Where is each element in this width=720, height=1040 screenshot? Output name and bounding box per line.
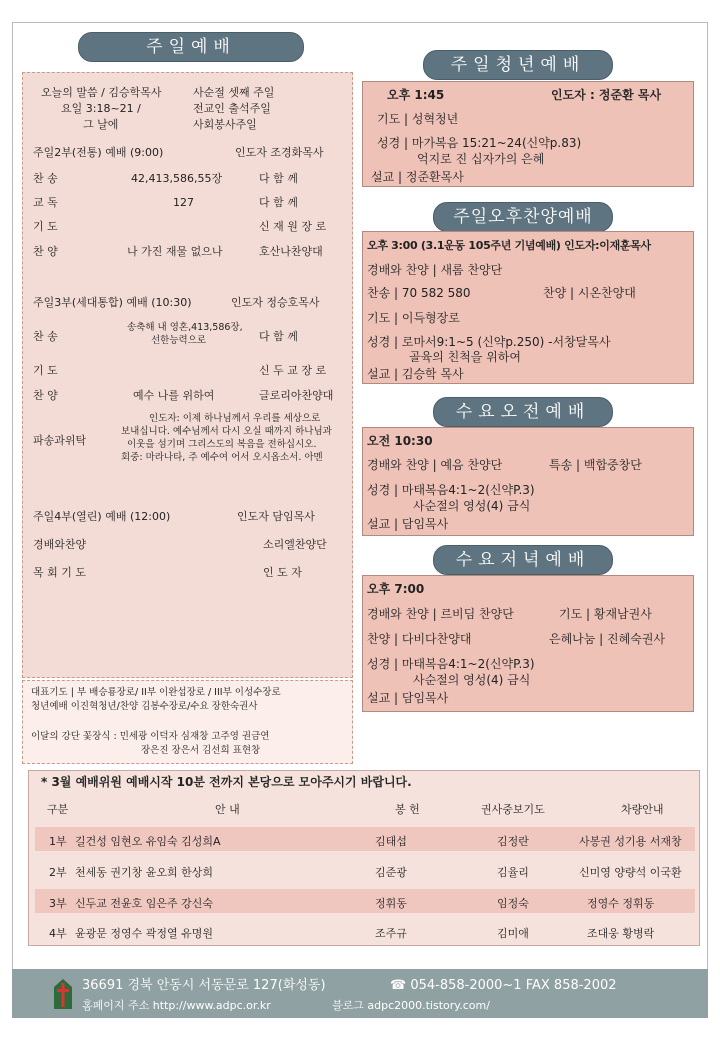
s2-heading: 주일2부(전통) 예배 (9:00) — [33, 146, 164, 159]
footer-address: 36691 경북 안동시 서동문로 127(화성동) — [82, 978, 326, 993]
afternoon-praise: 찬양 | 시온찬양대 — [543, 286, 636, 300]
row-offering: 조주규 — [375, 927, 407, 940]
sunday-worship-box — [22, 72, 353, 678]
youth-sermon: 설교 | 정준환목사 — [371, 170, 464, 184]
youth-prayer: 기도 | 성혁청년 — [377, 112, 459, 126]
intro-l1a: 오늘의 말씀 / 김승학목사 — [41, 86, 162, 99]
youth-leader: 인도자 : 정준환 목사 — [551, 88, 662, 102]
notice-line-1: 대표기도 | 부 배승룡장로/ II부 이완섭장로 / III부 이성수장로 — [31, 687, 281, 698]
wed-morning-sermon: 설교 | 담임목사 — [367, 517, 449, 531]
row-prayer: 임정숙 — [497, 897, 529, 910]
s3-hymn-value-2: 선한능력으로 — [151, 335, 207, 346]
row-offering: 김준광 — [375, 866, 407, 879]
s3-commission-4: 회중: 마라나타, 주 예수여 어서 오시옵소서. 아멘 — [121, 452, 323, 463]
row-division: 3부 — [49, 897, 67, 910]
wed-morning-special: 특송 | 백합중창단 — [549, 458, 642, 472]
wed-evening-sermon-title: 사순절의 영성(4) 금식 — [413, 673, 531, 687]
table-row — [35, 858, 695, 882]
s3-commission-label: 파송과위탁 — [33, 434, 87, 447]
notice-box — [22, 680, 353, 764]
row-division: 4부 — [49, 927, 67, 940]
s3-hymn-label: 찬 송 — [33, 330, 58, 343]
youth-scripture: 성경 | 마가복음 15:21~24(신약p.83) — [377, 136, 582, 150]
row-vehicle: 신미영 양량석 이국환 — [579, 866, 682, 879]
row-prayer: 김율리 — [497, 866, 529, 879]
s2-pray-label: 기 도 — [33, 220, 58, 233]
s3-praise-value: 예수 나를 위하여 — [133, 389, 215, 402]
s2-hymn-value: 42,413,586,55장 — [131, 172, 223, 185]
s3-commission-2: 보내십니다. 예수님께서 다시 오실 때까지 하나님과 — [121, 426, 332, 437]
notice-line-4: 장은진 장은서 김선희 표현창 — [141, 745, 261, 756]
wed-morning-scripture: 성경 | 마태복음4:1~2(신약P.3) — [367, 483, 535, 497]
row-prayer: 김미애 — [497, 927, 529, 940]
s2-leader: 인도자 조경화목사 — [235, 146, 324, 159]
wed-evening-box — [362, 575, 694, 712]
youth-sermon-title: 억지로 진 십자가의 은혜 — [417, 152, 545, 166]
youth-worship-title: 주일청년예배 — [423, 50, 613, 80]
footer-blog[interactable]: 블로그 adpc2000.tistory.com/ — [332, 999, 490, 1012]
header-vehicle: 차량안내 — [621, 803, 664, 816]
wed-evening-sermon: 설교 | 담임목사 — [367, 691, 449, 705]
s3-praise-right: 글로리아찬양대 — [259, 389, 334, 402]
footer-phone: ☎ 054-858-2000~1 FAX 858-2002 — [390, 978, 617, 993]
committee-title: * 3월 예배위원 예배시작 10분 전까지 본당으로 모아주시기 바랍니다. — [41, 775, 412, 789]
afternoon-time: 오후 3:00 (3.1운동 105주년 기념예배) 인도자:이재훈목사 — [367, 239, 651, 252]
afternoon-sermon-title: 골육의 친척을 위하여 — [409, 350, 521, 364]
header-offering: 봉 헌 — [395, 803, 420, 816]
afternoon-hymn: 찬송 | 70 582 580 — [367, 286, 471, 300]
intro-l1b: 사순절 셋째 주일 — [193, 86, 275, 99]
s4-worship-label: 경배와찬양 — [33, 538, 87, 551]
wed-morning-title: 수요오전예배 — [433, 397, 613, 427]
wed-morning-sermon-title: 사순절의 영성(4) 금식 — [413, 499, 531, 513]
s4-pray-label: 목 회 기 도 — [33, 566, 86, 579]
header-usher: 안 내 — [215, 803, 240, 816]
s3-pray-label: 기 도 — [33, 364, 58, 377]
wed-morning-box — [362, 427, 694, 536]
s2-praise-value: 나 가진 재물 없으나 — [127, 245, 223, 258]
s2-read-right: 다 함 께 — [259, 196, 298, 209]
s2-read-value: 127 — [173, 196, 194, 209]
notice-line-2: 청년예배 이진혁청년/찬양 김봉수장로/수요 장한숙권사 — [31, 701, 258, 712]
row-division: 2부 — [49, 866, 67, 879]
row-division: 1부 — [49, 835, 67, 848]
s3-commission-1: 인도자: 이제 하나님께서 우리를 세상으로 — [149, 413, 321, 424]
afternoon-prayer: 기도 | 이득형장로 — [367, 311, 460, 325]
afternoon-sermon: 설교 | 김승학 목사 — [367, 367, 464, 381]
header-division: 구분 — [47, 803, 69, 816]
s2-pray-right: 신 재 원 장 로 — [259, 220, 327, 233]
intro-l3a: 그 날에 — [83, 118, 119, 131]
row-offering: 정휘동 — [375, 897, 407, 910]
s4-heading: 주일4부(열린) 예배 (12:00) — [33, 510, 171, 523]
row-offering: 김태섭 — [375, 835, 407, 848]
s3-commission-3: 이웃을 섬기며 그리스도의 복음을 전하십시오. — [127, 439, 317, 450]
youth-worship-box — [362, 81, 694, 187]
s3-praise-label: 찬 양 — [33, 389, 58, 402]
intro-l2b: 전교인 출석주일 — [193, 102, 271, 115]
s3-heading: 주일3부(세대통합) 예배 (10:30) — [33, 296, 192, 309]
s4-leader: 인도자 담임목사 — [237, 510, 315, 523]
table-row — [35, 919, 695, 943]
s3-hymn-right: 다 함 께 — [259, 330, 298, 343]
sunday-worship-title: 주일예배 — [78, 32, 304, 62]
afternoon-worship: 경배와 찬양 | 새롬 찬양단 — [367, 263, 503, 277]
afternoon-worship-box — [362, 231, 694, 384]
afternoon-worship-title: 주일오후찬양예배 — [433, 202, 613, 232]
s4-worship-right: 소리엘찬양단 — [263, 538, 327, 551]
youth-time: 오후 1:45 — [387, 88, 445, 102]
row-vehicle: 정영수 정휘동 — [587, 897, 655, 910]
footer — [12, 969, 708, 1018]
s2-praise-label: 찬 양 — [33, 245, 58, 258]
s3-pray-right: 신 두 교 장 로 — [259, 364, 327, 377]
table-header-row — [35, 795, 695, 819]
s2-praise-right: 호산나찬양대 — [259, 245, 323, 258]
wed-morning-worship: 경배와 찬양 | 예음 찬양단 — [367, 458, 503, 472]
s2-hymn-label: 찬 송 — [33, 172, 58, 185]
row-usher: 신두교 전윤호 임은주 강신숙 — [75, 897, 214, 910]
wed-evening-scripture: 성경 | 마태복음4:1~2(신약P.3) — [367, 657, 535, 671]
intro-l2a: 요일 3:18~21 / — [61, 102, 141, 115]
church-logo-icon — [52, 977, 74, 1011]
row-vehicle: 사봉권 성기용 서재창 — [579, 835, 682, 848]
row-usher: 윤광문 정영수 곽정열 유명원 — [75, 927, 214, 940]
wed-evening-praise: 찬양 | 다비다찬양대 — [367, 632, 472, 646]
table-row — [35, 889, 695, 913]
row-prayer: 김정란 — [497, 835, 529, 848]
s2-hymn-right: 다 함 께 — [259, 172, 298, 185]
wed-evening-title: 수요저녁예배 — [433, 545, 613, 575]
s2-read-label: 교 독 — [33, 196, 58, 209]
table-row — [35, 827, 695, 851]
committee-table — [28, 770, 700, 946]
row-vehicle: 조대웅 황병락 — [587, 927, 655, 940]
wed-evening-prayer: 기도 | 황재남권사 — [559, 607, 652, 621]
s4-pray-right: 인 도 자 — [263, 566, 302, 579]
s3-leader: 인도자 정승호목사 — [231, 296, 320, 309]
wed-morning-time: 오전 10:30 — [367, 434, 433, 448]
header-prayer: 권사중보기도 — [481, 803, 545, 816]
intro-l3b: 사회봉사주일 — [193, 118, 257, 131]
wed-evening-worship: 경배와 찬양 | 르비딤 찬양단 — [367, 607, 514, 621]
row-usher: 천세동 권기창 윤오희 한상희 — [75, 866, 214, 879]
footer-homepage[interactable]: 홈페이지 주소 http://www.adpc.or.kr — [82, 999, 271, 1012]
afternoon-scripture: 성경 | 로마서9:1~5 (신약p.250) -서창달목사 — [367, 335, 611, 349]
s3-hymn-value-1: 송축해 내 영혼,413,586장, — [127, 322, 243, 333]
notice-line-3: 이달의 강단 꽃장식 : 민세광 이덕자 심재창 고주영 권금연 — [31, 731, 270, 742]
wed-evening-time: 오후 7:00 — [367, 582, 425, 596]
wed-evening-offering: 은혜나눔 | 진혜숙권사 — [549, 632, 666, 646]
row-usher: 길건성 임현오 유임숙 김성희A — [75, 835, 221, 848]
